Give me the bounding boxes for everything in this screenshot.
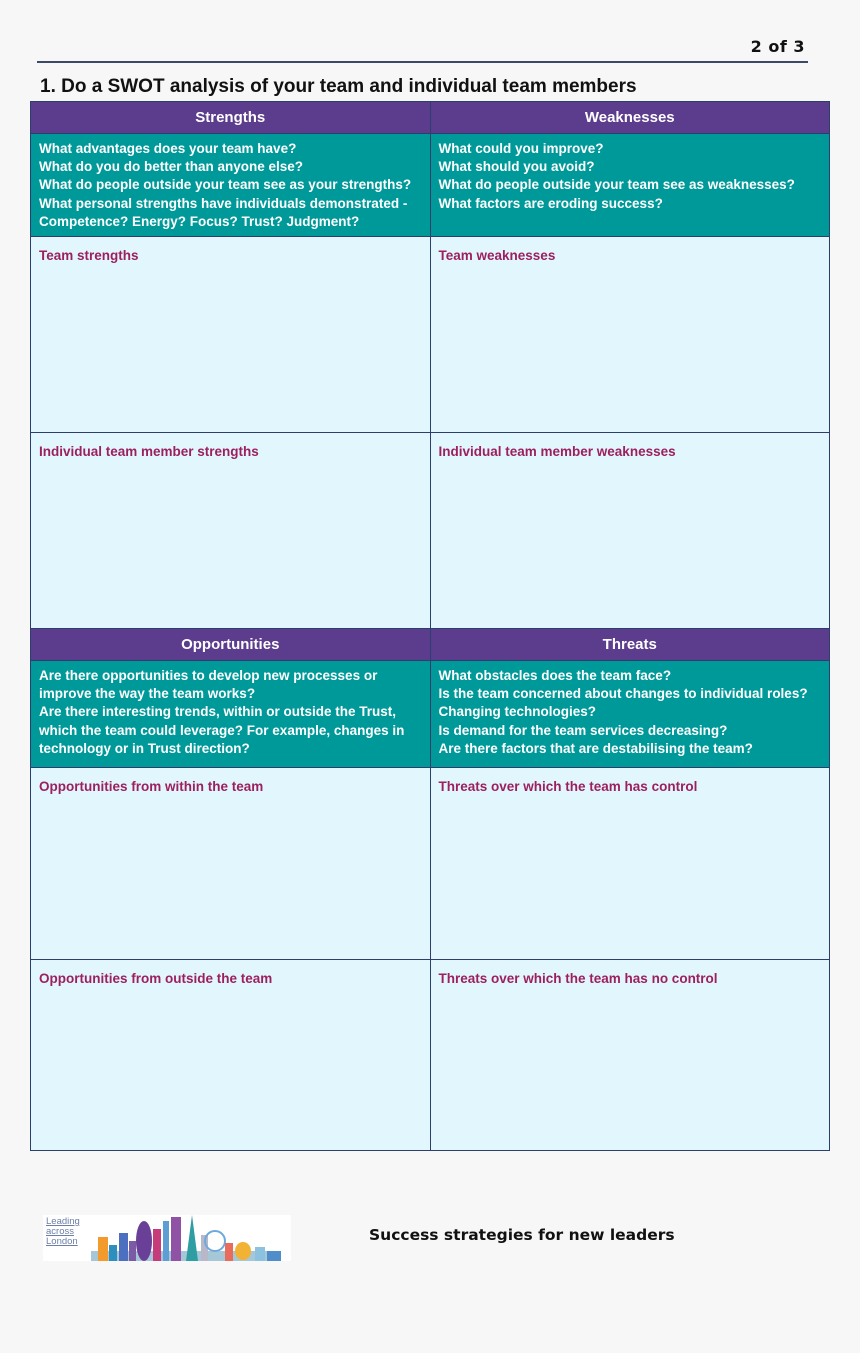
opportunities-within-label: Opportunities from within the team	[39, 779, 264, 794]
strengths-header: Strengths	[31, 102, 431, 134]
weaknesses-prompt: What do people outside your team see as weaknesses?	[438, 177, 795, 193]
swot-header-row-bottom	[31, 629, 830, 661]
weaknesses-header: Weaknesses	[430, 102, 830, 134]
threats-prompt: Is demand for the team services decreasing?	[438, 722, 728, 738]
threats-no-control-box[interactable]	[430, 960, 830, 1151]
team-strengths-box[interactable]	[31, 237, 431, 433]
opportunities-prompt: Are there interesting trends, within or outside the Trust,	[39, 704, 397, 720]
weaknesses-prompt: What factors are eroding success?	[438, 195, 663, 211]
opportunities-prompt: technology or in Trust direction?	[39, 740, 250, 756]
opportunities-within-box[interactable]	[31, 768, 431, 960]
opportunities-prompt: improve the way the team works?	[39, 686, 256, 702]
swot-write-row-1	[31, 237, 830, 433]
swot-prompt-row-bottom	[31, 661, 830, 768]
swot-table	[30, 101, 830, 1151]
threats-prompt: Changing technologies?	[438, 704, 596, 720]
page-indicator: 2 of 3	[750, 37, 805, 56]
weaknesses-prompts	[430, 134, 830, 237]
logo-word: across	[46, 1226, 74, 1237]
individual-strengths-box[interactable]	[31, 433, 431, 629]
header-divider	[37, 61, 808, 63]
individual-weaknesses-label: Individual team member weaknesses	[438, 444, 676, 459]
threats-prompt: Are there factors that are destabilising the team?	[438, 740, 753, 756]
threats-control-box[interactable]	[430, 768, 830, 960]
opportunities-prompt: which the team could leverage? For example, changes in	[39, 722, 405, 738]
swot-prompt-row-top	[31, 134, 830, 237]
strengths-prompt: What do people outside your team see as your strengths?	[39, 177, 412, 193]
threats-header: Threats	[430, 629, 830, 661]
swot-write-row-4	[31, 960, 830, 1151]
swot-write-row-3	[31, 768, 830, 960]
threats-prompts	[430, 661, 830, 768]
weaknesses-prompt: What should you avoid?	[438, 159, 595, 175]
swot-header-row-top	[31, 102, 830, 134]
footer-title: Success strategies for new leaders	[369, 1226, 675, 1244]
threats-control-label: Threats over which the team has control	[438, 779, 698, 794]
weaknesses-prompt: What could you improve?	[438, 141, 604, 156]
team-strengths-label: Team strengths	[39, 248, 139, 263]
strengths-prompt: What personal strengths have individuals demonstrated -	[39, 195, 408, 211]
strengths-prompts	[31, 134, 431, 237]
logo-word: Leading	[46, 1216, 80, 1227]
threats-no-control-label: Threats over which the team has no control	[438, 971, 718, 986]
team-weaknesses-label: Team weaknesses	[438, 248, 556, 263]
individual-strengths-label: Individual team member strengths	[39, 444, 259, 459]
swot-write-row-2	[31, 433, 830, 629]
threats-prompt: Is the team concerned about changes to individual roles?	[438, 686, 808, 702]
individual-weaknesses-box[interactable]	[430, 433, 830, 629]
team-weaknesses-box[interactable]	[430, 237, 830, 433]
leading-across-london-logo	[43, 1215, 291, 1261]
opportunities-header: Opportunities	[31, 629, 431, 661]
strengths-prompt: Competence? Energy? Focus? Trust? Judgment?	[39, 213, 360, 229]
logo-word: London	[46, 1236, 78, 1247]
opportunities-prompts	[31, 661, 431, 768]
opportunities-outside-box[interactable]	[31, 960, 431, 1151]
strengths-prompt: What do you do better than anyone else?	[39, 159, 304, 175]
section-heading: 1. Do a SWOT analysis of your team and individual team members	[40, 76, 637, 97]
london-skyline-icon	[43, 1215, 291, 1261]
threats-prompt: What obstacles does the team face?	[438, 668, 672, 683]
opportunities-outside-label: Opportunities from outside the team	[39, 971, 273, 986]
opportunities-prompt: Are there opportunities to develop new processes or	[39, 668, 378, 683]
strengths-prompt: What advantages does your team have?	[39, 141, 297, 156]
